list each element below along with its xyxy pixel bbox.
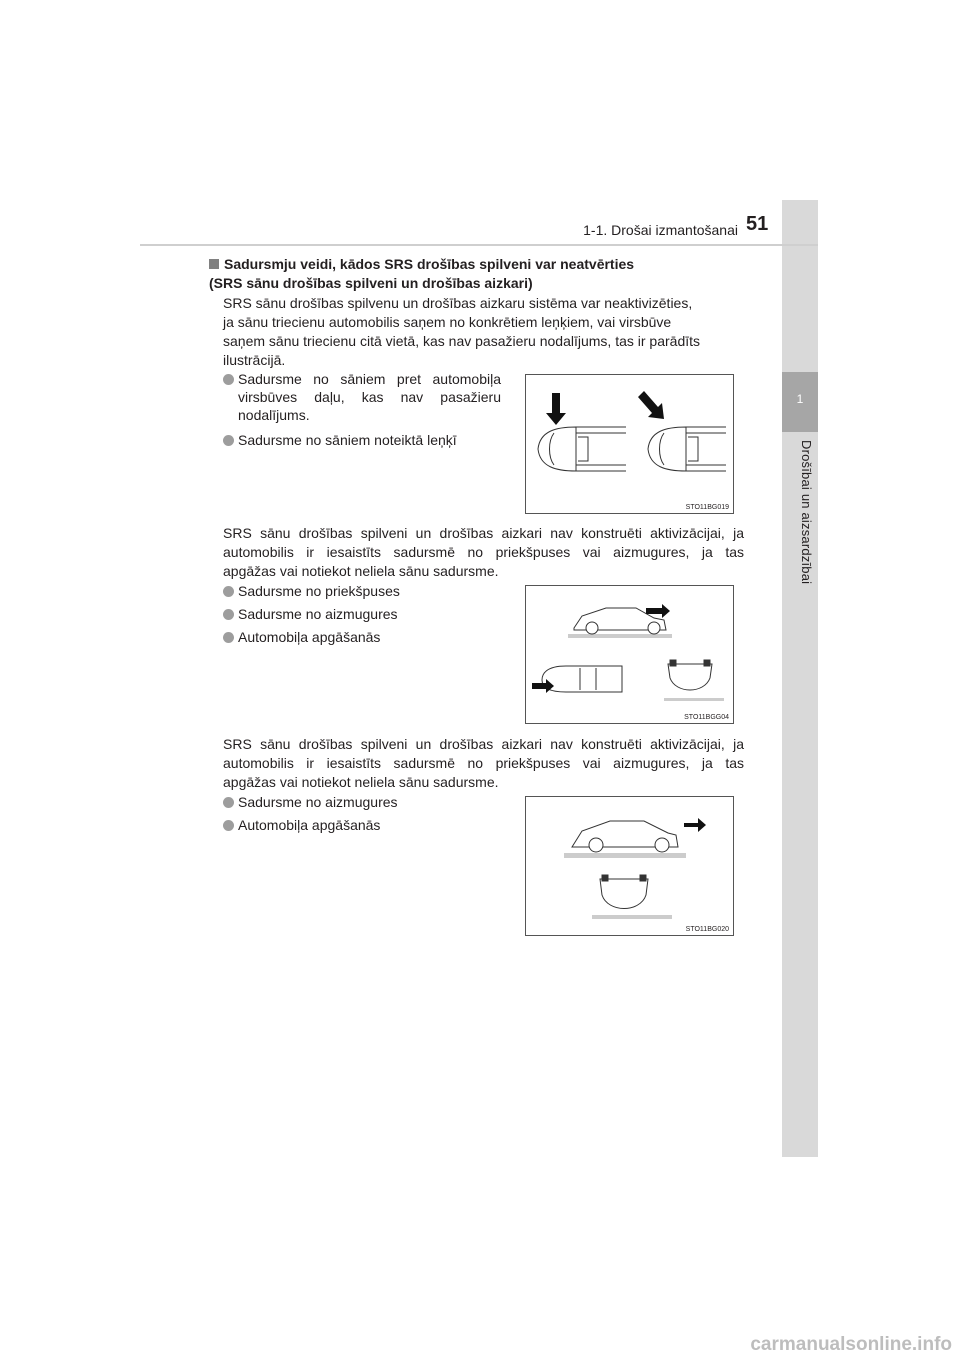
side-impact-illustration bbox=[526, 375, 733, 513]
page-number: 51 bbox=[746, 213, 769, 235]
footer-watermark: carmanualsonline.info bbox=[750, 1334, 952, 1355]
bullet-dot-icon bbox=[223, 820, 234, 831]
bullet-dot-icon bbox=[223, 374, 234, 385]
bullet-dot-icon bbox=[223, 586, 234, 597]
figure-code: STO11BG020 bbox=[685, 926, 729, 933]
intro-line: saņem sānu triecienu citā vietā, kas nav pasažieru nodalījums, tas ir parādīts bbox=[223, 333, 701, 349]
bullet-dot-icon bbox=[223, 797, 234, 808]
bullet-line: nodalījums. bbox=[238, 407, 310, 423]
intro-line: SRS sānu drošības spilvenu un drošības aizkaru sistēma var neaktivizēties, bbox=[223, 295, 693, 311]
header-rule bbox=[140, 244, 818, 246]
bullet-dot-icon bbox=[223, 435, 234, 446]
bullet-text: Automobiļa apgāšanās bbox=[238, 817, 381, 833]
heading-line-1: Sadursmju veidi, kādos SRS drošības spilveni var neatvērties bbox=[224, 256, 635, 272]
paragraph-3 bbox=[223, 735, 744, 792]
heading-square-icon bbox=[209, 259, 219, 269]
chapter-sidebar bbox=[782, 200, 818, 1157]
bullet-line: Sadursme no sāniem pret automobiļa bbox=[238, 371, 501, 387]
section-title: 1-1. Drošai izmantošanai bbox=[583, 222, 738, 238]
para-line: automobilis ir iesaistīts sadursmē no priekšpuses vai aizmugures, ja tas bbox=[223, 755, 744, 771]
bullet-text: Sadursme no priekšpuses bbox=[238, 583, 400, 599]
rear-rollover-illustration bbox=[526, 797, 733, 935]
chapter-title: Drošībai un aizsardzībai bbox=[799, 440, 814, 585]
intro-paragraph bbox=[223, 294, 744, 370]
bullet-text: Sadursme no sāniem noteiktā leņķī bbox=[238, 432, 457, 448]
bullet-dot-icon bbox=[223, 609, 234, 620]
section-heading bbox=[209, 255, 749, 293]
para-line: SRS sānu drošības spilveni un drošības aizkari nav konstruēti aktivizācijai, ja bbox=[223, 525, 744, 541]
para-line: apgāžas vai notiekot neliela sānu sadursme. bbox=[223, 774, 499, 790]
bullet-text: Sadursme no aizmugures bbox=[238, 794, 398, 810]
heading-line-2: (SRS sānu drošības spilveni un drošības aizkari) bbox=[209, 275, 533, 291]
intro-line: ja sānu triecienu automobilis saņem no konkrētiem leņķiem, vai virsbūve bbox=[223, 314, 672, 330]
front-rear-rollover-illustration bbox=[526, 586, 733, 723]
bullet-dot-icon bbox=[223, 632, 234, 643]
chapter-number: 1 bbox=[796, 392, 804, 406]
figure-front-rear-rollover bbox=[525, 585, 734, 724]
para-line: apgāžas vai notiekot neliela sānu sadursme. bbox=[223, 563, 499, 579]
bullet-text: Automobiļa apgāšanās bbox=[238, 629, 381, 645]
intro-line: ilustrācijā. bbox=[223, 352, 286, 368]
para-line: automobilis ir iesaistīts sadursmē no priekšpuses vai aizmugures, ja tas bbox=[223, 544, 744, 560]
paragraph-2 bbox=[223, 524, 744, 581]
figure-rear-rollover bbox=[525, 796, 734, 936]
figure-code: STO11BGG04 bbox=[684, 714, 729, 721]
figure-code: STO11BG019 bbox=[685, 504, 729, 511]
para-line: SRS sānu drošības spilveni un drošības aizkari nav konstruēti aktivizācijai, ja bbox=[223, 736, 744, 752]
figure-side-impact bbox=[525, 374, 734, 514]
bullet-text: Sadursme no aizmugures bbox=[238, 606, 398, 622]
bullet-line: virsbūves daļu, kas nav pasažieru bbox=[238, 389, 501, 405]
